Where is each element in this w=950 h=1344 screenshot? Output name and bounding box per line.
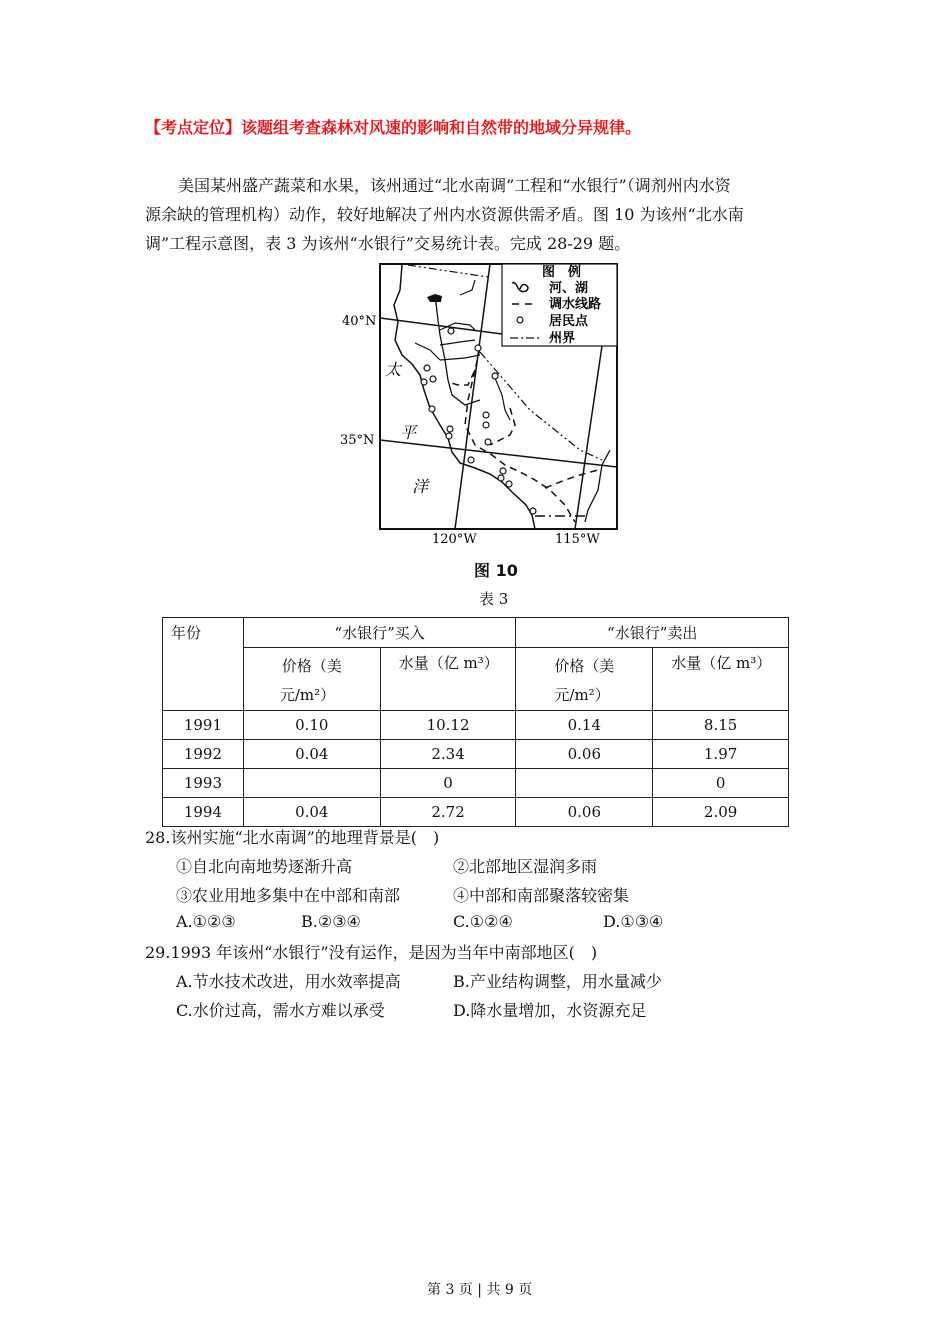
table-cell: 10.12 [380, 711, 516, 740]
exam-point-note [145, 115, 641, 138]
settlement-icon [517, 317, 523, 323]
lat-label-40: 40°N [342, 314, 377, 329]
table-cell: 1991 [163, 711, 244, 740]
table-cell: 1994 [163, 798, 244, 827]
lat-label-35: 35°N [340, 433, 375, 448]
buy-volume-header: 水量（亿 m³） [380, 648, 516, 711]
lon-label-120: 120°W [432, 532, 477, 547]
table-caption: 表 3 [479, 590, 509, 608]
buy-header: “水银行”买入 [243, 618, 516, 648]
note-text: 该题组考查森林对风速的影响和自然带的地域分异规律。 [241, 118, 642, 137]
table-row [163, 711, 789, 740]
q28-item-3: ③农业用地多集中在中部和南部 [176, 886, 401, 905]
intro-line-3: 调”工程示意图，表 3 为该州“水银行”交易统计表。完成 28-29 题。 [145, 234, 631, 253]
q29-option-a: A.节水技术改进，用水效率提高 [176, 972, 401, 991]
table-row [163, 740, 789, 769]
table-cell: 0.04 [243, 740, 380, 769]
ocean-char-3: 洋 [412, 477, 429, 496]
table-cell: 8.15 [653, 711, 789, 740]
table-cell: 1992 [163, 740, 244, 769]
table-cell: 0.14 [516, 711, 653, 740]
q29-option-b: B.产业结构调整，用水量减少 [453, 972, 662, 991]
table-cell: 1.97 [653, 740, 789, 769]
q28-option-d: D.①③④ [603, 912, 664, 931]
figure-caption: 图 10 [474, 561, 518, 580]
table-cell: 1993 [163, 769, 244, 798]
q28-option-b: B.②③④ [301, 912, 361, 931]
year-header: 年份 [163, 618, 244, 711]
table-cell: 0.10 [243, 711, 380, 740]
q28-item-1: ①自北向南地势逐渐升高 [176, 857, 353, 876]
q28-item-4: ④中部和南部聚落较密集 [453, 886, 630, 905]
q28-option-a: A.①②③ [176, 912, 236, 931]
sell-volume-header: 水量（亿 m³） [653, 648, 789, 711]
q29-option-d: D.降水量增加，水资源充足 [453, 1001, 647, 1020]
sell-header: “水银行”卖出 [516, 618, 789, 648]
buy-price-header: 价格（美 元/m²） [243, 648, 380, 711]
q29-stem: 29.1993 年该州“水银行”没有运作，是因为当年中南部地区( ) [145, 943, 598, 962]
table-cell: 0 [653, 769, 789, 798]
table-cell: 0.06 [516, 798, 653, 827]
ocean-char-1: 太 [385, 360, 402, 379]
intro-line-2: 源余缺的管理机构）动作，较好地解决了州内水资源供需矛盾。图 10 为该州“北水南 [145, 205, 744, 224]
table-cell [516, 769, 653, 798]
q29-option-c: C.水价过高，需水方难以承受 [176, 1001, 385, 1020]
table-cell: 2.34 [380, 740, 516, 769]
table-cell: 0.04 [243, 798, 380, 827]
legend-river-lake: 河、湖 [549, 281, 589, 296]
table-row [163, 769, 789, 798]
legend-state-border: 州界 [549, 331, 576, 346]
q28-option-c: C.①②④ [453, 912, 513, 931]
intro-line-1: 美国某州盛产蔬菜和水果，该州通过“北水南调”工程和“水银行”（调剂州内水资 [178, 176, 731, 195]
lon-label-115: 115°W [555, 532, 600, 547]
table-cell: 2.09 [653, 798, 789, 827]
table-cell [243, 769, 380, 798]
table-row [163, 798, 789, 827]
table-cell: 0 [380, 769, 516, 798]
legend-aqueduct: 调水线路 [549, 297, 602, 312]
legend-title: 图 例 [542, 265, 582, 280]
table-cell: 0.06 [516, 740, 653, 769]
sell-price-header: 价格（美 元/m²） [516, 648, 653, 711]
water-diversion-map [340, 260, 630, 550]
legend-settlement: 居民点 [549, 314, 589, 329]
q28-item-2: ②北部地区湿润多雨 [453, 857, 598, 876]
q28-stem: 28.该州实施“北水南调”的地理背景是( ) [145, 828, 440, 847]
note-tag: 【考点定位】 [145, 118, 242, 137]
map-svg [340, 260, 630, 550]
table-cell: 2.72 [380, 798, 516, 827]
page-footer: 第 3 页 | 共 9 页 [427, 1282, 533, 1298]
water-bank-table [162, 617, 789, 827]
ocean-char-2: 平 [400, 423, 417, 442]
